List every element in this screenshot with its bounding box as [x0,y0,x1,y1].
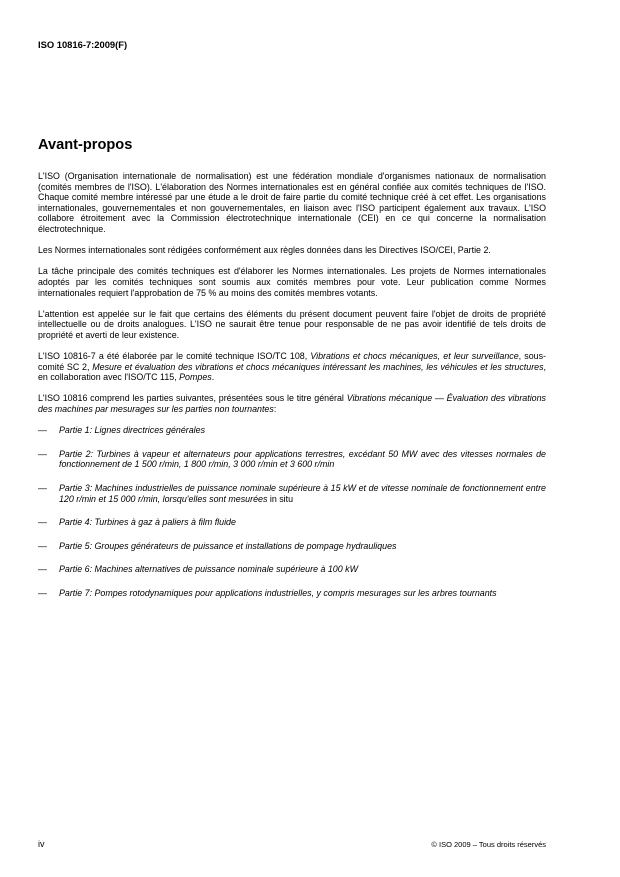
list-item [38,588,546,599]
paragraph-iso-organisation: L'ISO (Organisation internationale de normalisation) est une fédération mondiale d'organismes nationaux de normalisation (comités membres de l'ISO). L'élaboration des Normes internationales est en général confiée aux comités techniques de l'ISO. Chaque comité membre intéressé par une étude a le droit de faire partie du comité technique créé à cet effet. Les organisations internationales, gouvernementales et non gouvernementales, en liaison avec l'ISO participent également aux travaux. L'ISO collabore étroitement avec la Commission électrotechnique internationale (CEI) en ce qui concerne la normalisation électrotechnique. [38,171,546,234]
text-run: . [211,372,215,383]
dash-bullet: — [38,564,47,575]
dash-bullet: — [38,517,47,528]
list-item [38,564,546,575]
document-header: ISO 10816-7:2009(F) [38,39,128,50]
list-item [38,517,546,528]
copyright-notice: © ISO 2009 – Tous droits réservés [431,840,546,849]
dash-bullet: — [38,540,47,551]
text-run: L'ISO 10816 comprend les parties suivantes, présentées sous le titre général [38,393,347,404]
text-run: , en collaboration avec l'ISO/TC 115, [38,361,546,383]
part-title: Partie 7: Pompes rotodynamiques pour applications industrielles, y compris mesurages sur les arbres tournants [59,588,497,598]
text-run: L'ISO 10816-7 a été élaborée par le comité technique ISO/TC 108, [38,351,311,362]
paragraph-patent-rights: L'attention est appelée sur le fait que certains des éléments du présent document peuvent faire l'objet de droits de propriété intellectuelle ou de droits analogues. L'ISO ne saurait être tenue pour responsable de ne pas avoir identifié de tels droits de propriété et averti de leur existence. [38,308,546,340]
list-item [38,449,546,470]
paragraph-prepared-by [38,351,546,383]
series-general-title: Vibrations mécanique — Évaluation des vibrations des machines par mesurages sur les parties non tournantes [38,393,546,415]
part-title: Partie 1: Lignes directrices générales [59,425,206,436]
part-title: Partie 4: Turbines à gaz à paliers à film fluide [59,517,236,528]
part-title: Partie 5: Groupes générateurs de puissance et installations de pompage hydrauliques [59,540,397,551]
foreword-body [38,171,546,612]
parts-list [38,425,546,598]
dash-bullet: — [38,448,47,459]
subcommittee-title: Mesure et évaluation des vibrations et chocs mécaniques intéressant les machines, les véhicules et les structures [92,361,544,372]
part-title: Partie 2: Turbines à vapeur et alternateurs pour applications terrestres, excédant 50 MW avec des vitesses normales de fonctionnement de 1 500 r/min, 1 800 r/min, 3 000 r/min et 3 600 r/min [59,448,546,470]
paragraph-technical-committees: La tâche principale des comités techniques est d'élaborer les Normes internationales. Les projets de Normes internationales adoptés par les comités techniques sont soumis aux comités membres pour vote. Leur publication comme Normes internationales requiert l'approbation de 75 % au moins des comités membres votants. [38,266,546,298]
list-item [38,483,546,504]
dash-bullet: — [38,483,47,494]
list-item [38,541,546,552]
paragraph-directives: Les Normes internationales sont rédigées conformément aux règles données dans les Directives ISO/CEI, Partie 2. [38,245,491,256]
dash-bullet: — [38,588,47,598]
page-title: Avant-propos [38,137,133,153]
part-title-suffix: in situ [267,493,294,504]
dash-bullet: — [38,425,47,436]
page-number: iv [38,839,45,849]
list-item [38,425,546,436]
paragraph-series-parts [38,393,546,414]
committee-title: Vibrations et chocs mécaniques, et leur surveillance [310,351,519,362]
text-run: , sous-comité SC 2, [38,351,546,372]
collaboration-committee-title: Pompes [179,372,212,383]
part-title: Partie 3: Machines industrielles de puissance nominale supérieure à 15 kW et de vitesse nominale de fonctionnement entre 120 r/min et 15 000 r/min, lorsqu'elles sont mesurées [59,483,546,504]
part-title: Partie 6: Machines alternatives de puissance nominale supérieure à 100 kW [59,564,358,575]
text-run: : [273,404,277,415]
